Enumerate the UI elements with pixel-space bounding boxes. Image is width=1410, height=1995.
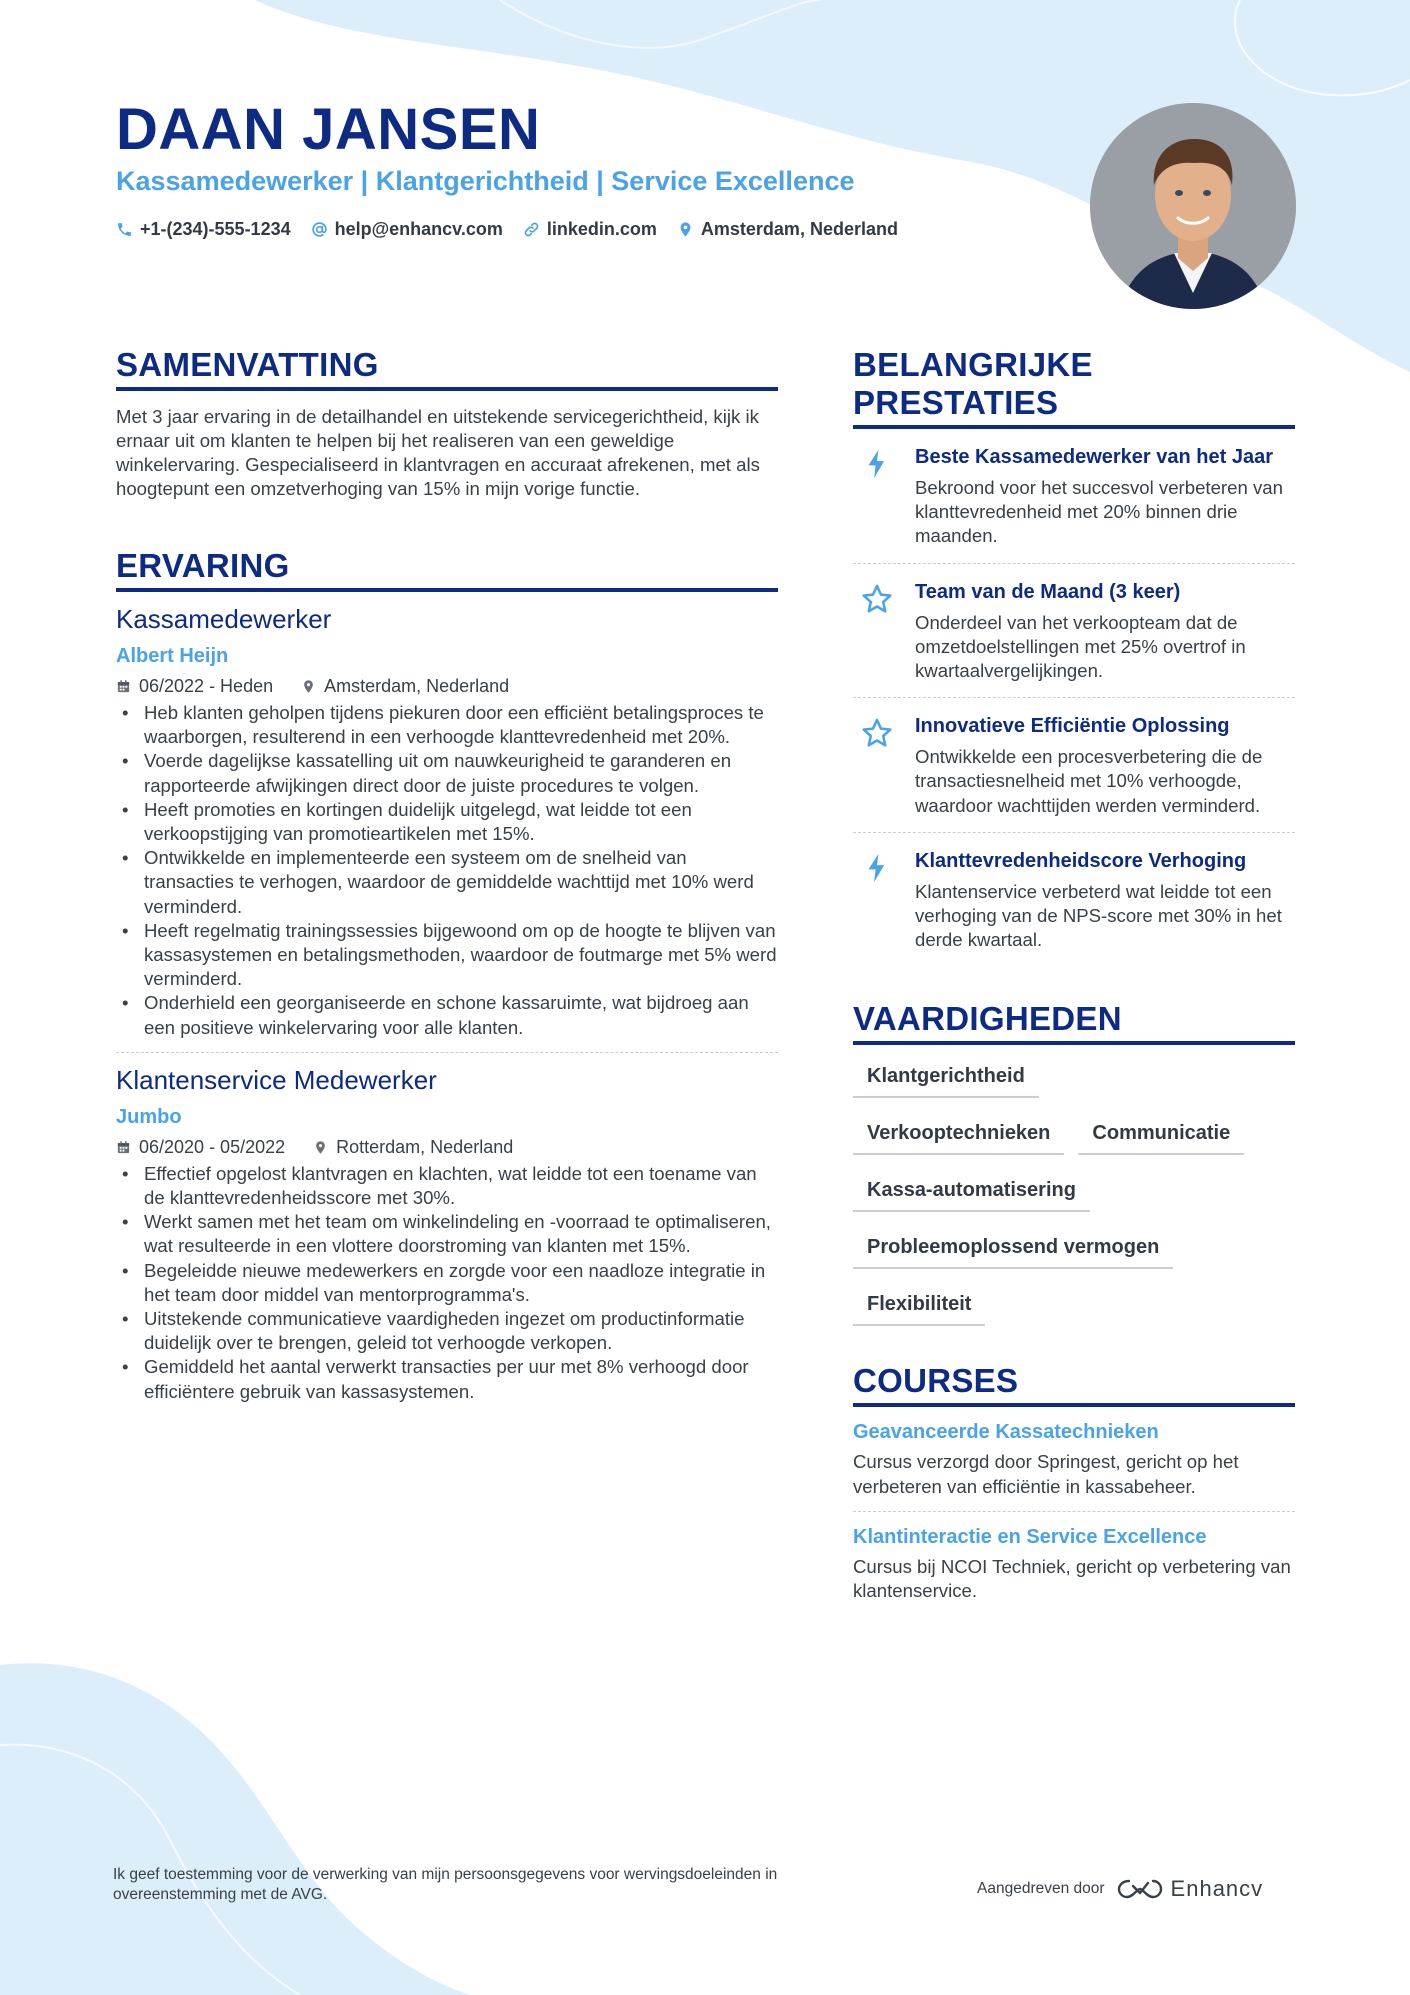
profile-photo bbox=[1090, 103, 1296, 309]
experience-item bbox=[116, 604, 778, 1040]
bullet-item: • Onderhield een georganiseerde en schone kassaruimte, wat bijdroeg aan een positieve winkelervaring voor alle klanten. bbox=[116, 991, 778, 1039]
skill-tag: Communicatie bbox=[1078, 1114, 1244, 1155]
skill-tag: Probleemoplossend vermogen bbox=[853, 1228, 1173, 1269]
course-item bbox=[853, 1421, 1295, 1498]
avatar-illustration bbox=[1090, 103, 1296, 309]
job-location-text: Rotterdam, Nederland bbox=[336, 1136, 514, 1157]
bullet-item: • Begeleidde nieuwe medewerkers en zorgde voor een naadloze integratie in het team door middel van mentorprogramma's. bbox=[116, 1259, 778, 1307]
candidate-name: DAAN JANSEN bbox=[116, 97, 541, 162]
at-icon bbox=[311, 221, 328, 238]
course-title: Geavanceerde Kassatechnieken bbox=[853, 1421, 1159, 1444]
job-bullets bbox=[116, 701, 778, 1040]
job-title: Kassamedewerker bbox=[116, 604, 332, 634]
bullet-item: • Uitstekende communicatieve vaardigheden ingezet om productinformatie duidelijk over te brengen, geleid tot verhoogde verkopen. bbox=[116, 1307, 778, 1355]
star-icon bbox=[860, 716, 894, 750]
skill-row bbox=[853, 1171, 1295, 1212]
skill-row bbox=[853, 1057, 1295, 1098]
job-location-text: Amsterdam, Nederland bbox=[324, 676, 510, 696]
email-text: help@enhancv.com bbox=[334, 219, 503, 239]
course-title: Klantinteractie en Service Excellence bbox=[853, 1525, 1207, 1548]
summary-text: Met 3 jaar ervaring in de detailhandel en uitstekende servicegerichtheid, kijk ik ernaar uit om klanten te helpen bij het realiseren van een geweldige winkelervaring. Gespecialiseerd in klantvragen en accuraat afrekenen, met als hoogtepunt een omzetverhoging van 15% in mijn vorige functie. bbox=[116, 406, 760, 499]
course-desc: Cursus bij NCOI Techniek, gericht op verbetering van klantenservice. bbox=[853, 1555, 1291, 1602]
course-item bbox=[853, 1526, 1295, 1603]
section-title-experience: ERVARING bbox=[116, 547, 778, 592]
job-dates-text: 06/2020 - 05/2022 bbox=[139, 1136, 286, 1157]
achievement-desc: Ontwikkelde een procesverbetering die de transactiesnelheid met 10% verhoogde, waardoor wachttijden werden verminderd. bbox=[915, 746, 1263, 816]
section-title-skills: VAARDIGHEDEN bbox=[853, 1000, 1295, 1045]
powered-by[interactable] bbox=[977, 1876, 1263, 1902]
contact-linkedin[interactable] bbox=[523, 219, 657, 240]
linkedin-text: linkedin.com bbox=[546, 219, 657, 239]
location-pin-icon bbox=[313, 1140, 328, 1155]
bullet-item: • Ontwikkelde en implementeerde een systeem om de snelheid van transacties te verhogen, waardoor de gemiddelde wachttijd met 10% werd verminderd. bbox=[116, 846, 778, 919]
contact-email[interactable] bbox=[311, 219, 503, 240]
achievement-title: Team van de Maand (3 keer) bbox=[915, 580, 1181, 603]
powered-by-label: Aangedreven door bbox=[977, 1880, 1105, 1897]
divider bbox=[853, 832, 1295, 833]
bullet-item: • Voerde dagelijkse kassatelling uit om nauwkeurigheid te garanderen en rapporteerde afwijkingen direct door de juiste procedures te volgen. bbox=[116, 749, 778, 797]
contact-phone[interactable] bbox=[116, 219, 291, 240]
job-title: Klantenservice Medewerker bbox=[116, 1064, 437, 1095]
skill-tag: Kassa-automatisering bbox=[853, 1171, 1090, 1212]
bullet-item: • Heeft regelmatig trainingssessies bijgewoond om op de hoogte te blijven van kassasystemen en betalingsmethoden, waardoor de foutmarge met 5% werd verminderd. bbox=[116, 919, 778, 992]
enhancv-logo-icon bbox=[1117, 1877, 1163, 1901]
achievement-item bbox=[853, 580, 1295, 684]
job-location bbox=[313, 1137, 513, 1158]
divider bbox=[116, 1052, 778, 1053]
job-dates bbox=[116, 676, 273, 697]
link-icon bbox=[523, 221, 540, 238]
bullet-item: • Effectief opgelost klantvragen en klachten, wat leidde tot een toename van de klanttevredenheidsscore met 30%. bbox=[116, 1162, 778, 1210]
achievement-desc: Bekroond voor het succesvol verbeteren van klanttevredenheid met 20% binnen drie maanden. bbox=[915, 477, 1283, 547]
calendar-icon bbox=[116, 1140, 131, 1155]
courses-list bbox=[853, 1421, 1295, 1603]
location-pin-icon bbox=[301, 679, 316, 694]
skill-row bbox=[853, 1114, 1295, 1155]
job-meta bbox=[116, 676, 778, 697]
divider bbox=[853, 697, 1295, 698]
candidate-headline: Kassamedewerker | Klantgerichtheid | Service Excellence bbox=[116, 166, 855, 196]
achievement-title: Innovatieve Efficiëntie Oplossing bbox=[915, 715, 1230, 738]
skill-row bbox=[853, 1228, 1295, 1269]
left-column bbox=[116, 346, 778, 1404]
bullet-item: • Heb klanten geholpen tijdens piekuren door een efficiënt betalingsproces te waarborgen, resulterend in een verhoogde klanttevredenheid met 20%. bbox=[116, 701, 778, 749]
skills-list bbox=[853, 1057, 1295, 1326]
brand-name: Enhancv bbox=[1170, 1876, 1264, 1901]
achievement-desc: Onderdeel van het verkoopteam dat de omzetdoelstellingen met 25% overtrof in kwartaalvergelijkingen. bbox=[915, 611, 1246, 682]
section-title-courses: COURSES bbox=[853, 1362, 1295, 1407]
right-column bbox=[853, 346, 1295, 1603]
phone-icon bbox=[116, 221, 133, 238]
company-name: Jumbo bbox=[116, 1105, 182, 1128]
achievement-item bbox=[853, 849, 1295, 953]
bullet-item: • Werkt samen met het team om winkelindeling en -voorraad te optimaliseren, wat resulteerde in een vlottere doorstroming van klanten met 15%. bbox=[116, 1210, 778, 1258]
achievement-item bbox=[853, 445, 1295, 549]
contact-bar bbox=[116, 219, 898, 240]
job-meta bbox=[116, 1137, 778, 1158]
achievement-title: Beste Kassamedewerker van het Jaar bbox=[915, 446, 1273, 468]
calendar-icon bbox=[116, 679, 131, 694]
company-name: Albert Heijn bbox=[116, 645, 229, 667]
job-bullets bbox=[116, 1162, 778, 1404]
consent-note: Ik geef toestemming voor de verwerking van mijn persoonsgegevens voor wervingsdoeleinden in overeenstemming met de AVG. bbox=[113, 1866, 778, 1903]
achievement-title: Klanttevredenheidscore Verhoging bbox=[915, 849, 1247, 872]
bullet-item: • Gemiddeld het aantal verwerkt transacties per uur met 8% verhoogd door efficiëntere gebruik van kassasystemen. bbox=[116, 1355, 778, 1403]
skill-tag: Verkooptechnieken bbox=[853, 1114, 1064, 1155]
section-title-summary: SAMENVATTING bbox=[116, 346, 778, 391]
achievement-item bbox=[853, 714, 1295, 818]
bullet-item: • Heeft promoties en kortingen duidelijk uitgelegd, wat leidde tot een verkoopstijging van promotieartikelen met 15%. bbox=[116, 798, 778, 846]
location-pin-icon bbox=[677, 221, 694, 238]
skill-row bbox=[853, 1285, 1295, 1326]
achievements-list bbox=[853, 445, 1295, 952]
divider bbox=[853, 563, 1295, 564]
achievement-desc: Klantenservice verbeterd wat leidde tot een verhoging van de NPS-score met 30% in het derde kwartaal. bbox=[915, 880, 1282, 951]
location-text: Amsterdam, Nederland bbox=[700, 219, 898, 239]
contact-location bbox=[677, 219, 898, 240]
job-location bbox=[301, 676, 509, 697]
lightning-icon bbox=[860, 851, 894, 885]
skill-tag: Flexibiliteit bbox=[853, 1285, 985, 1326]
job-dates-text: 06/2022 - Heden bbox=[139, 676, 274, 696]
course-desc: Cursus verzorgd door Springest, gericht op het verbeteren van efficiëntie in kassabeheer. bbox=[853, 1451, 1239, 1497]
section-title-achievements: BELANGRIJKE PRESTATIES bbox=[853, 346, 1295, 429]
skill-tag: Klantgerichtheid bbox=[853, 1057, 1039, 1098]
phone-text: +1-(234)-555-1234 bbox=[140, 219, 291, 239]
star-icon bbox=[860, 582, 894, 616]
lightning-icon bbox=[860, 447, 894, 481]
experience-item bbox=[116, 1065, 778, 1404]
divider bbox=[853, 1511, 1295, 1512]
job-dates bbox=[116, 1137, 285, 1158]
brand-logo bbox=[1117, 1876, 1264, 1902]
